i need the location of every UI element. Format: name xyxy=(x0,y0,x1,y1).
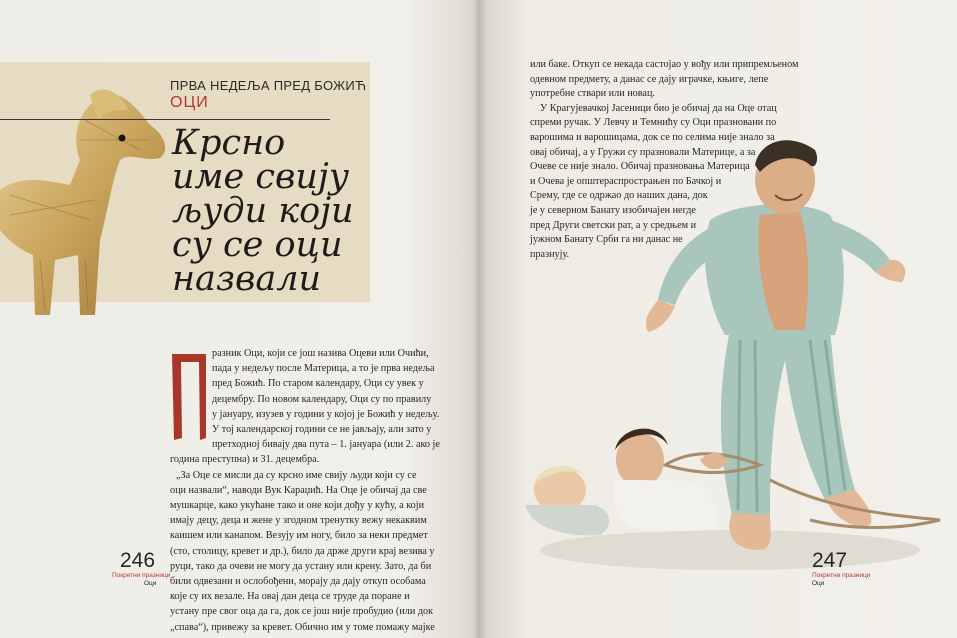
text-line: јужном Банату Срби га ни данас не xyxy=(530,234,683,246)
text-line: оци назвали“, наводи Вук Караџић. На Оце је обичај да све xyxy=(170,484,427,496)
text-line: употребне ствари или новац. xyxy=(530,88,655,100)
title-line: су се оци xyxy=(172,225,343,265)
text-line: „За Оце се мисли да су крсно име свију људи који су се xyxy=(176,469,417,481)
straw-horse-image xyxy=(0,80,175,320)
text-line: празнују. xyxy=(530,248,570,260)
text-line: одевном предмету, а данас се дају играчке, књиге, лепе xyxy=(530,73,769,85)
title-line: назвали xyxy=(172,259,322,299)
section-subtitle: ОЦИ xyxy=(170,94,209,111)
section-kicker: ПРВА НЕДЕЉА ПРЕД БОЖИЋ xyxy=(170,78,367,93)
left-page xyxy=(0,0,478,638)
text-line: и Очева је општераспрострањен по Бачкој и xyxy=(530,175,722,187)
text-line: били одвезани и ослобођени, морају да дају откуп особама xyxy=(170,576,426,588)
page-label-chapter: Оци xyxy=(812,580,825,587)
title-rule xyxy=(0,119,330,120)
text-line: Срему, где се одржао до наших дана, док xyxy=(530,190,708,202)
right-page xyxy=(478,0,957,638)
text-line: каишем или канапом. Везују им ногу, било за неки предмет xyxy=(170,530,428,542)
text-line: пада у недељу после Материца, а то је прва недеља xyxy=(212,363,435,375)
text-line: (сто, столицу, кревет и др.), било да држе други крај везива у xyxy=(170,545,435,557)
text-line: или баке. Откуп се некада састојао у вођу или припремљеном xyxy=(530,59,799,70)
text-line: руци, тако да очеви не могу да устану или крену. Зато, да би xyxy=(170,560,432,572)
text-line: У тој календарској години се не јављају, али зато у xyxy=(212,424,432,436)
text-line: устану пре свог оца да га, док се још није пробудио (или док xyxy=(170,606,434,618)
title-line: Крсно xyxy=(172,123,286,163)
chapter-title xyxy=(172,123,362,299)
text-line: које су их везале. На овај дан деца се труде да поране и xyxy=(170,591,410,603)
text-line: децембру. По новом календару, Оци су по правилу xyxy=(212,393,432,405)
text-line: је у северном Банату изобичајен негде xyxy=(530,204,696,216)
page-number-left: 246 xyxy=(120,549,156,572)
text-line: претходној бивају два пута – 1. јануара (или 2. ако је xyxy=(212,439,440,451)
text-line: пред Други светски рат, а у средњем и xyxy=(530,219,697,231)
text-line: варошима и варошицама, док се по селима није знало за xyxy=(530,131,775,143)
body-text-right xyxy=(530,58,798,262)
book-gutter xyxy=(471,0,487,638)
page-number-right: 247 xyxy=(812,549,848,572)
text-line: имају децу, деца и жене у згодном тренутку вежу некаквим xyxy=(170,515,427,527)
text-line: пред Божић. По старом календару, Оци су увек у xyxy=(212,378,424,390)
page-label-chapter: Оци xyxy=(144,580,157,587)
text-line: разник Оци, који се још назива Оцеви или Очићи, xyxy=(212,348,429,359)
text-line: спреми ручак. У Левчу и Темнићу су Оци празновани по xyxy=(530,117,777,129)
text-line: година преступна) и 31. децембра. xyxy=(170,454,320,466)
text-line: у јануару, изузев у години у којој је Божић у недељу. xyxy=(212,408,440,420)
title-line: име свију xyxy=(172,157,350,197)
body-text-left xyxy=(170,346,440,635)
text-line: Очеве се није знало. Обичај празновања Материца xyxy=(530,161,750,173)
page-label-section: Покретни празници xyxy=(112,572,171,579)
text-line: овај обичај, а у Гружи су празновали Материце, а за xyxy=(530,146,756,158)
page-label-section: Покретни празници xyxy=(812,572,871,579)
text-line: У Крагујевачкој Јасеници био је обичај да на Оце отац xyxy=(540,102,777,114)
text-line: мушкарце, како укућане тако и оне који дођу у кућу, а који xyxy=(170,500,425,512)
title-line: људи који xyxy=(172,191,354,231)
text-line: „спава“), привежу за кревет. Обично им у томе помажу мајке xyxy=(170,621,435,633)
